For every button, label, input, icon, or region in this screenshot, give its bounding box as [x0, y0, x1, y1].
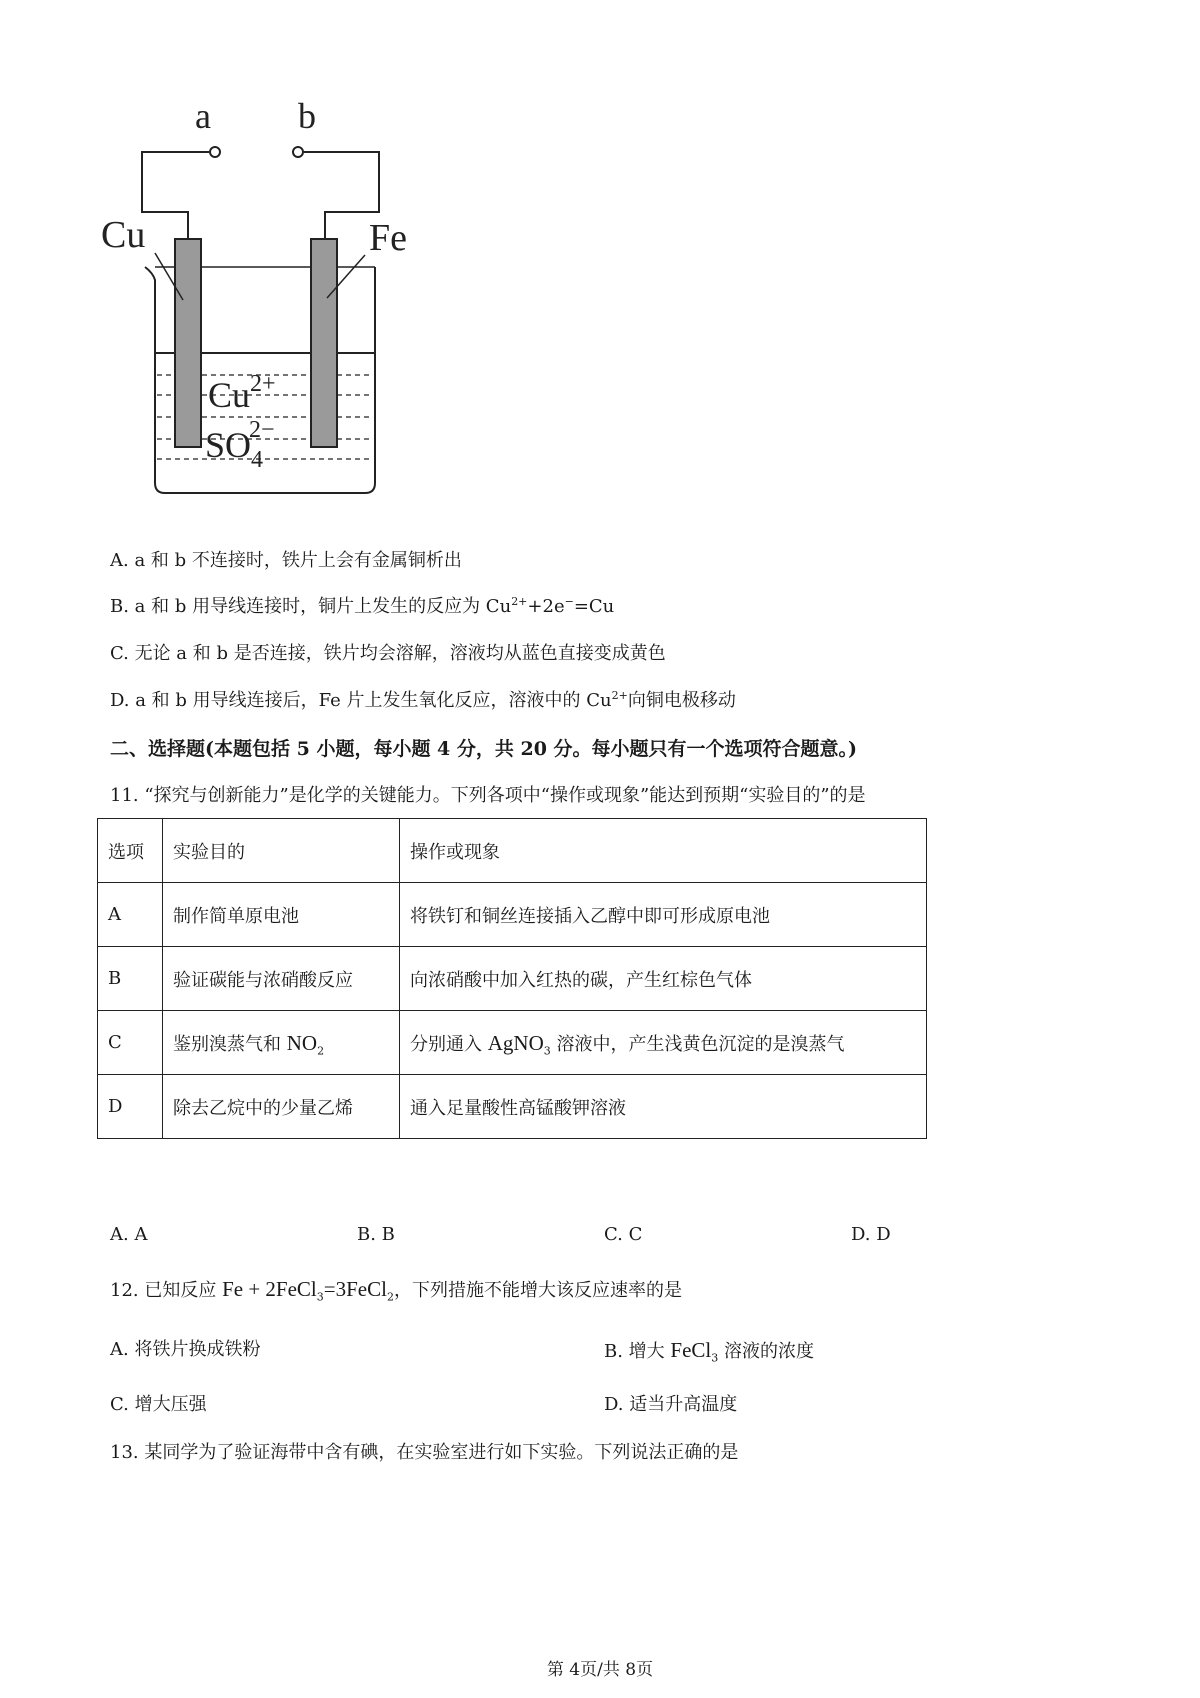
row-option: B [98, 947, 163, 1011]
row-operation: 向浓硝酸中加入红热的碳，产生红棕色气体 [400, 947, 927, 1011]
row-option: C [98, 1011, 163, 1075]
terminal-b-label: b [298, 96, 316, 136]
q10-option-a: A. a 和 b 不连接时，铁片上会有金属铜析出 [110, 550, 462, 571]
table-header-row [98, 819, 927, 883]
q12-option-a: A. 将铁片换成铁粉 [110, 1339, 261, 1360]
q11-stem: 11. “探究与创新能力”是化学的关键能力。下列各项中“操作或现象”能达到预期“实验目的”的是 [110, 785, 866, 806]
q12-option-b: B. 增大 FeCl$_3$ 溶液的浓度 [604, 1338, 814, 1365]
row-operation: 分别通入 AgNO$_3$ 溶液中，产生浅黄色沉淀的是溴蒸气 [400, 1011, 927, 1075]
row-option: D [98, 1075, 163, 1139]
q11-answer-a: A. A [110, 1224, 148, 1245]
row-purpose: 制作简单原电池 [163, 883, 400, 947]
q11-answer-c: C. C [604, 1224, 643, 1245]
table-row [98, 883, 927, 947]
q10-option-c: C. 无论 a 和 b 是否连接，铁片均会溶解，溶液均从蓝色直接变成黄色 [110, 643, 666, 664]
q10-option-d: D. a 和 b 用导线连接后，Fe 片上发生氧化反应，溶液中的 $Cu^{2+}$向铜电极移动 [110, 689, 736, 711]
q11-answer-b: B. B [357, 1224, 395, 1245]
so4-ion-label: $SO_42-$ [205, 417, 275, 473]
row-purpose: 除去乙烷中的少量乙烯 [163, 1075, 400, 1139]
terminal-a-label: a [195, 96, 211, 136]
table-row [98, 1075, 927, 1139]
header-operation: 操作或现象 [400, 819, 927, 883]
q11-table [97, 818, 927, 1139]
row-operation: 将铁钉和铜丝连接插入乙醇中即可形成原电池 [400, 883, 927, 947]
row-purpose: 验证碳能与浓硝酸反应 [163, 947, 400, 1011]
copper-electrode [175, 239, 201, 447]
q12-stem: 12. 已知反应 Fe + 2FeCl$_3$=3FeCl$_2$，下列措施不能增大该反应速率的是 [110, 1277, 682, 1304]
q12-option-d: D. 适当升高温度 [604, 1394, 738, 1415]
q13-stem: 13. 某同学为了验证海带中含有碘，在实验室进行如下实验。下列说法正确的是 [110, 1442, 739, 1463]
terminal-b-icon [293, 147, 303, 157]
terminal-a-icon [210, 147, 220, 157]
page-footer: 第 4页/共 8页 [546, 1660, 654, 1680]
iron-electrode [311, 239, 337, 447]
fe-electrode-label: Fe [369, 217, 407, 259]
table-row [98, 947, 927, 1011]
q11-answer-d: D. D [851, 1224, 891, 1245]
header-purpose: 实验目的 [163, 819, 400, 883]
cu-electrode-label: Cu [101, 214, 146, 256]
wire-right [304, 152, 379, 239]
q10-option-b: B. a 和 b 用导线连接时，铜片上发生的反应为 $Cu^{2+}+2e^-=Cu$ [110, 595, 615, 617]
table-row [98, 1011, 927, 1075]
row-option: A [98, 883, 163, 947]
electrochemical-cell-diagram [95, 95, 475, 535]
header-option: 选项 [98, 819, 163, 883]
cu2-ion-label: $Cu^{2+}$ [208, 371, 276, 415]
q12-option-c: C. 增大压强 [110, 1394, 207, 1415]
row-operation: 通入足量酸性高锰酸钾溶液 [400, 1075, 927, 1139]
row-purpose: 鉴别溴蒸气和 $NO_2$ [163, 1011, 400, 1075]
section-2-heading: 二、选择题(本题包括 5 小题，每小题 4 分，共 20 分。每小题只有一个选项符合题意。) [110, 738, 858, 760]
wire-left [142, 152, 209, 239]
